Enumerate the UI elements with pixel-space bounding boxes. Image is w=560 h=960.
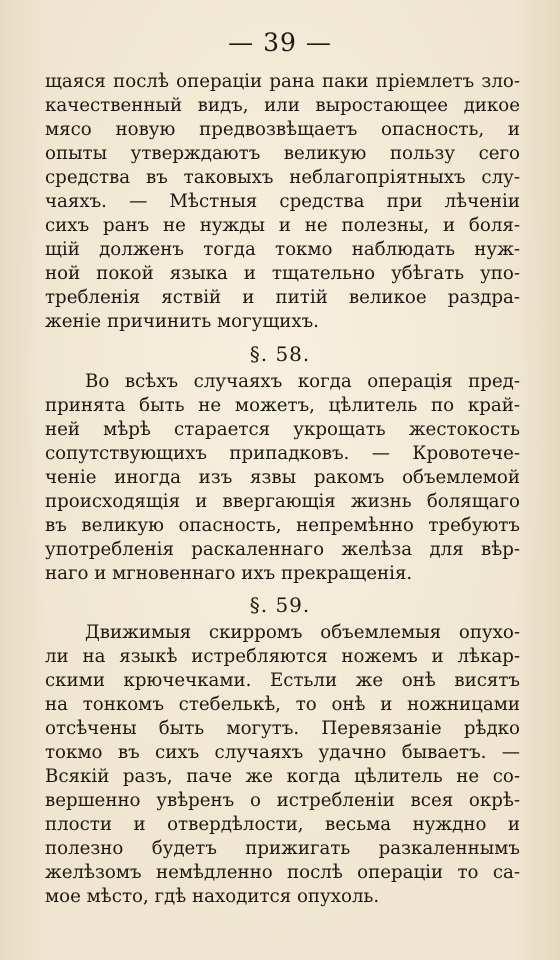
text-line: токмо въ сихъ случаяхъ удачно бываетъ. —	[45, 742, 520, 763]
text-line: щій долженъ тогда токмо наблюдать нуж-	[45, 239, 520, 260]
section-59-heading: §. 59.	[249, 593, 311, 617]
page-number: — 39 —	[228, 28, 332, 57]
paragraph-59	[45, 621, 520, 909]
text-line: плости и отвердѣлости, весьма нуждно и	[45, 814, 520, 835]
text-line: употребленія раскаленнаго желѣза для вѣр-	[45, 539, 520, 560]
text-line: отсѣчены быть могутъ. Перевязаніе рѣдко	[45, 718, 520, 739]
text-line: требленія яствій и питій великое раздра-	[45, 287, 520, 308]
text-line: ней мѣрѣ старается укрощать жестокость	[45, 419, 520, 440]
text-line: мясо новую предвозвѣщаетъ опасность, и	[45, 119, 520, 140]
text-line: щаяся послѣ операціи рана паки пріемлетъ зло-	[45, 71, 520, 92]
text-line: Всякій разъ, паче же когда цѣлитель не со-	[45, 766, 520, 787]
text-line: въ великую опасность, непремѣнно требуютъ	[45, 515, 520, 536]
text-line: полезно будетъ прижигать разкаленнымъ	[45, 838, 520, 859]
text-line: чаяхъ. — Мѣстныя средства при лѣченіи	[45, 191, 520, 212]
text-line: на тонкомъ стебелькѣ, то онѣ и ножницами	[45, 694, 520, 715]
text-line: мое мѣсто, гдѣ находится опухоль.	[45, 886, 380, 907]
text-line: средства въ таковыхъ неблагопріятныхъ слу-	[45, 167, 520, 188]
text-line: Во всѣхъ случаяхъ когда операція пред-	[85, 371, 520, 392]
text-line: опыты утверждаютъ великую пользу сего	[45, 143, 520, 164]
text-line: качественный видъ, или выростающее дикое	[45, 95, 520, 116]
text-line: ли на языкѣ истребляются ножемъ и лѣкар-	[45, 646, 520, 667]
paragraph-58	[45, 370, 520, 586]
paragraph-continued	[45, 70, 520, 334]
text-line: сопутствующихъ припадковъ. — Кровотече-	[45, 443, 520, 464]
text-line: сихъ ранъ не нужды и не полезны, и боля-	[45, 215, 520, 236]
text-line: вершенно увѣренъ о истребленіи всея окрѣ-	[45, 790, 520, 811]
text-line: ченіе иногда изъ язвы ракомъ объемлемой	[45, 467, 520, 488]
text-line: ной покой языка и тщательно убѣгать упо-	[45, 263, 520, 284]
text-line: происходящія и ввергающія жизнь болящаго	[45, 491, 520, 512]
section-58-heading: §. 58.	[249, 342, 311, 366]
text-line: принята быть не можетъ, цѣлитель по край-	[45, 395, 520, 416]
text-line: наго и мгновеннаго ихъ прекращенія.	[45, 563, 413, 584]
text-line: желѣзомъ немѣдленно послѣ операціи то са-	[45, 862, 520, 883]
text-line: Движимыя скирромъ объемлемыя опухо-	[85, 622, 520, 643]
text-line: скими крючечками. Естьли же онѣ висятъ	[45, 670, 520, 691]
text-line: женіе причинить могущихъ.	[45, 311, 319, 332]
